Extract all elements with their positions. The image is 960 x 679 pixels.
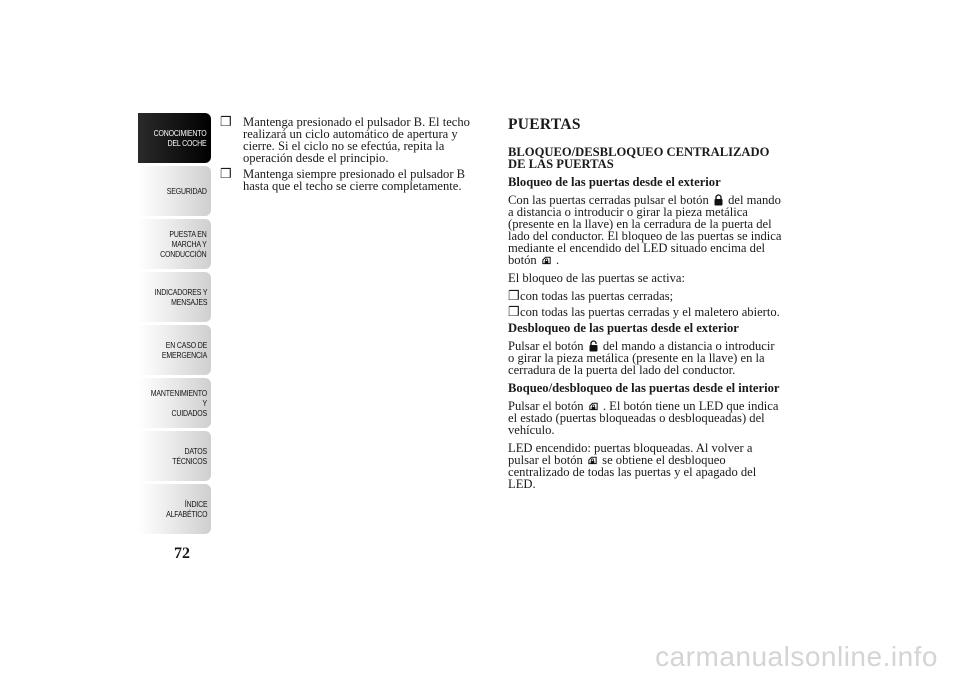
tab-puesta-en-marcha[interactable] xyxy=(138,219,211,269)
tab-label: MANTENIMIENTO Y CUIDADOS xyxy=(150,388,207,418)
left-column xyxy=(220,116,480,196)
text-run: Pulsar el botón xyxy=(508,339,584,353)
lock-exterior-paragraph xyxy=(508,194,783,266)
tab-label: SEGURIDAD xyxy=(167,186,207,196)
section-subheading: BLOQUEO/DESBLOQUEO CENTRALIZADO DE LAS PUERTAS xyxy=(508,145,770,171)
lock-exterior-title: Bloqueo de las puertas desde el exterior xyxy=(508,175,721,189)
bullet-box-icon: ❒ xyxy=(508,304,520,319)
bullet-box-icon: ❒ xyxy=(220,114,232,129)
list-item xyxy=(220,116,480,164)
list-item-text: con todas las puertas cerradas y el maletero abierto. xyxy=(520,305,780,319)
unlock-exterior-paragraph xyxy=(508,340,783,376)
tab-en-caso-de-emergencia[interactable] xyxy=(138,325,211,375)
tab-label: EN CASO DE EMERGENCIA xyxy=(161,340,207,360)
tab-label: PUESTA EN MARCHA Y CONDUCCIÓN xyxy=(160,229,207,259)
interior-paragraph-2 xyxy=(508,442,783,490)
interior-title: Boqueo/desbloqueo de las puertas desde el interior xyxy=(508,381,780,395)
tab-label: CONOCIMIENTO DEL COCHE xyxy=(154,128,207,148)
interior-paragraph-1 xyxy=(508,400,783,436)
unlock-exterior-title: Desbloqueo de las puertas desde el exterior xyxy=(508,321,739,335)
text-run: . xyxy=(556,253,560,267)
tab-label: ÍNDICE ALFABÉTICO xyxy=(165,499,207,519)
page-number: 72 xyxy=(174,545,190,562)
list-item xyxy=(508,290,783,302)
tab-indicadores-y-mensajes[interactable] xyxy=(138,272,211,322)
lock-exterior-activation: El bloqueo de las puertas se activa: xyxy=(508,271,685,285)
tab-label: INDICADORES Y MENSAJES xyxy=(154,287,207,307)
list-item-text: Mantenga presionado el pulsador B. El techo realizará un ciclo automático de apertura y cierre. Si el ciclo no se efectúa, repita la operación desde el principio. xyxy=(243,115,470,165)
list-item xyxy=(220,168,480,192)
tab-datos-tecnicos[interactable] xyxy=(138,431,211,481)
chapter-sidebar xyxy=(138,113,211,537)
list-item xyxy=(508,306,783,318)
right-column xyxy=(508,116,783,496)
tab-seguridad[interactable] xyxy=(138,166,211,216)
list-item-text: con todas las puertas cerradas; xyxy=(520,289,674,303)
bullet-box-icon: ❒ xyxy=(508,288,520,303)
text-run: Pulsar el botón xyxy=(508,399,584,413)
list-item-text: Mantenga siempre presionado el pulsador B hasta que el techo se cierre completamente. xyxy=(243,167,466,193)
text-run: del mando a distancia o introducir o girar la pieza metálica (presente en la llave) en la cerradura de la puerta del lado del conductor. El bloqueo de las puertas se indica mediante el encendido del LED situado encima del botón xyxy=(508,193,782,267)
text-run: se obtiene el desbloqueo centralizado de todas las puertas y el apagado del LED. xyxy=(508,453,757,491)
tab-label: DATOS TÉCNICOS xyxy=(172,446,207,466)
text-run: del mando a distancia o introducir o girar la pieza metálica (presente en la llave) en la cerradura de la puerta del lado del conductor. xyxy=(508,339,775,377)
text-run: Con las puertas cerradas pulsar el botón xyxy=(508,193,709,207)
tab-mantenimiento-y-cuidados[interactable] xyxy=(138,378,211,428)
text-run: . El botón tiene un LED que indica el estado (puertas bloqueadas o desbloqueadas) del vehículo. xyxy=(508,399,779,437)
text-run: LED encendido: puertas bloqueadas. Al volver a pulsar el botón xyxy=(508,441,753,467)
tab-indice-alfabetico[interactable] xyxy=(138,484,211,534)
tab-conocimiento-del-coche[interactable] xyxy=(138,113,211,163)
watermark: carmanualsonline.info xyxy=(655,641,938,672)
section-heading: PUERTAS xyxy=(508,116,581,133)
bullet-box-icon: ❒ xyxy=(220,166,232,181)
car-door-lock-icon xyxy=(541,254,552,266)
